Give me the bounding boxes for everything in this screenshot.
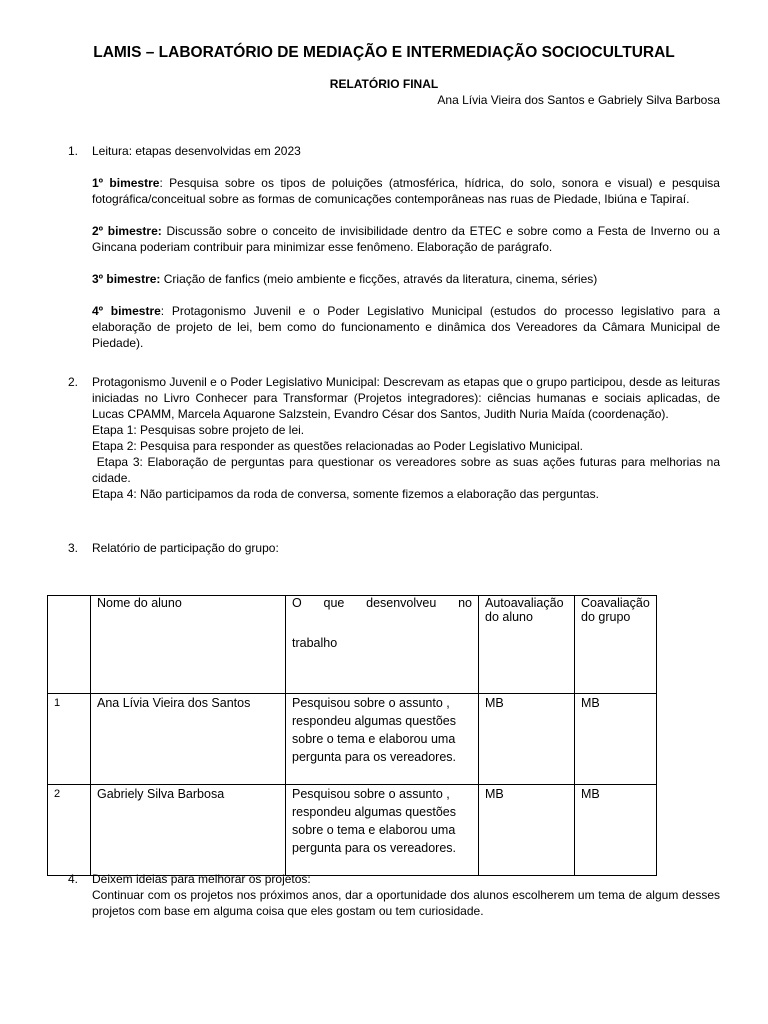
section-number: 3. [68, 541, 79, 555]
table-cell-auto: MB [479, 694, 575, 785]
table-cell-index: 2 [48, 785, 91, 876]
document-subtitle: RELATÓRIO FINAL [329, 77, 439, 91]
section-4 [68, 871, 720, 919]
table-header-cell: Nome do aluno [91, 596, 286, 694]
table-cell-name: Gabriely Silva Barbosa [91, 785, 286, 876]
document-authors: Ana Lívia Vieira dos Santos e Gabriely Silva Barbosa [437, 93, 720, 107]
participation-table [47, 595, 657, 876]
table-cell-work: Pesquisou sobre o assunto , respondeu algumas questões sobre o tema e elaborou uma pergunta para os vereadores. [286, 694, 479, 785]
section-number: 1. [68, 144, 79, 158]
bimestre-1: 1º bimestre: Pesquisa sobre os tipos de poluições (atmosférica, hídrica, do solo, sonora e visual) e pesquisa fotográfica/conceitual sobre as formas de comunicações contemporâneas nas ruas de Piedade, Ibiúna e Tapiraí. [92, 176, 720, 206]
section-1 [68, 143, 720, 351]
section-number: 2. [68, 375, 79, 389]
section-3 [68, 540, 720, 556]
section-1-heading: Leitura: etapas desenvolvidas em 2023 [92, 144, 301, 158]
section-4-heading: Deixem ideias para melhorar os projetos: [92, 872, 311, 886]
table-cell-co: MB [575, 785, 657, 876]
etapa-1: Etapa 1: Pesquisas sobre projeto de lei. [92, 423, 305, 437]
section-4-text: Continuar com os projetos nos próximos anos, dar a oportunidade dos alunos escolherem um tema de algum desses projetos com base em alguma coisa que eles gostam ou tem curiosidade. [92, 888, 720, 918]
table-header-cell [48, 596, 91, 694]
bimestre-2: 2º bimestre: Discussão sobre o conceito de invisibilidade dentro da ETEC e sobre como a Festa de Inverno ou a Gincana poderiam contribuir para minimizar esse fenômeno. Elaboração de parágrafo. [92, 224, 720, 254]
etapa-4: Etapa 4: Não participamos da roda de conversa, somente fizemos a elaboração das perguntas. [92, 487, 599, 501]
table-row [48, 785, 657, 876]
table-row [48, 694, 657, 785]
table-header-cell: Coavaliação do grupo [575, 596, 657, 694]
document-title: LAMIS – LABORATÓRIO DE MEDIAÇÃO E INTERMEDIAÇÃO SOCIOCULTURAL [93, 44, 675, 61]
table-cell-work: Pesquisou sobre o assunto , respondeu algumas questões sobre o tema e elaborou uma pergunta para os vereadores. [286, 785, 479, 876]
document-body [68, 143, 724, 556]
table-header-row [48, 596, 657, 694]
table-cell-index: 1 [48, 694, 91, 785]
table-cell-name: Ana Lívia Vieira dos Santos [91, 694, 286, 785]
etapa-3: Etapa 3: Elaboração de perguntas para questionar os vereadores sobre as suas ações futuras para melhorias na cidade. [92, 455, 724, 485]
section-2-intro: Protagonismo Juvenil e o Poder Legislativo Municipal: Descrevam as etapas que o grupo participou, desde as leituras iniciadas no Livro Conhecer para Transformar (Projetos integradores): ciências humanas e sociais aplicadas, de Lucas CPAMM, Marcela Aquarone Salzstein, Evandro César dos Santos, Judith Nuria Maída (coordenação). [92, 375, 720, 421]
table-header-cell: O que desenvolveu no trabalho [286, 596, 479, 694]
bimestre-4: 4º bimestre: Protagonismo Juvenil e o Poder Legislativo Municipal (estudos do processo legislativo para a elaboração de projeto de lei, bem como do funcionamento e dinâmica dos Vereadores da Câmara Municipal de Piedade). [92, 304, 720, 350]
section-number: 4. [68, 872, 79, 886]
section-3-heading: Relatório de participação do grupo: [92, 541, 279, 555]
table-cell-co: MB [575, 694, 657, 785]
table-header-cell: Autoavaliação do aluno [479, 596, 575, 694]
etapa-2: Etapa 2: Pesquisa para responder as questões relacionadas ao Poder Legislativo Municipal. [92, 439, 583, 453]
section-2 [68, 374, 724, 502]
table-cell-auto: MB [479, 785, 575, 876]
bimestre-3: 3º bimestre: Criação de fanfics (meio ambiente e ficções, através da literatura, cinema, séries) [92, 272, 598, 286]
